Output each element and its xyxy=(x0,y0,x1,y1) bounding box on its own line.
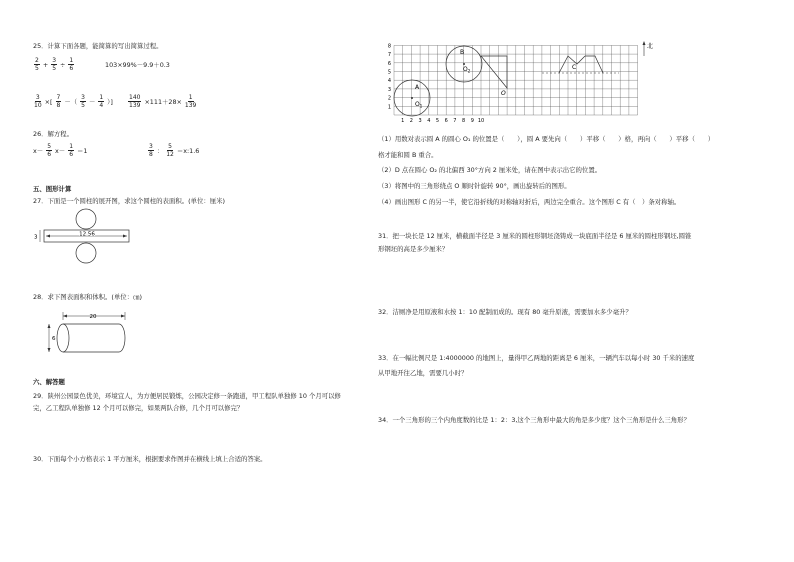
q25-expression-3: $\frac{3}{10}$ ×[ $\frac{7}{8}$ －（ $\frac{3}{5}$ － $\frac{1}{4}$ ）] xyxy=(34,94,113,109)
height-label: 3 xyxy=(34,234,38,241)
length-label: 12.56 xyxy=(79,231,95,238)
q30-1-line-1: （1）用数对表示圆 A 的圆心 O₁ 的位置是（ ），圆 A 要先向（ ）平移（ ）格，再向（ ）平移（ ） xyxy=(378,135,715,143)
arrow-right-icon xyxy=(121,315,125,318)
y-tick-label: 3 xyxy=(387,86,391,93)
fraction: $\frac{5}{6}$ xyxy=(47,143,52,158)
diameter-label: 6 xyxy=(52,336,56,342)
x-tick-label: 6 xyxy=(444,118,448,124)
x-tick-label: 10 xyxy=(477,118,485,124)
label-o: O xyxy=(501,90,506,97)
y-tick-label: 1 xyxy=(387,104,391,111)
north-label: 北 xyxy=(647,43,654,50)
coordinate-grid-figure xyxy=(375,38,660,126)
section-6-heading: 六、解答题 xyxy=(33,378,65,386)
q33-line-2: 从甲地开往乙地，需要几小时？ xyxy=(378,369,468,377)
q29-line-2: 完，乙工程队单独修 12 个月可以修完，如果两队合修，几个月可以修完？ xyxy=(33,404,244,412)
y-tick-label: 6 xyxy=(387,60,391,67)
x-tick-labels xyxy=(401,118,484,124)
fraction: $\frac{3}{5}$ xyxy=(52,57,57,72)
left-end-ellipse xyxy=(57,324,69,352)
fraction: $\frac{5}{12}$ xyxy=(166,143,174,158)
q28-title: 28．求下图表面积和体积。(单位：㎝) xyxy=(33,293,142,301)
fraction: $\frac{3}{5}$ xyxy=(81,94,85,109)
y-tick-label: 4 xyxy=(387,78,391,85)
q29-line-1: 29．陕州公园景色优美，环境宜人，为方便居民锻炼，公园决定修一条跑道，甲工程队单独修 10 个月可以修 xyxy=(33,392,341,400)
q34: 34．一个三角形的三个内角度数的比是 1：2：3,这个三角形中最大的角是多少度？这个三角形是什么三角形？ xyxy=(378,416,690,424)
fraction: $\frac{2}{5}$ xyxy=(35,57,39,72)
arrow-right-icon xyxy=(123,235,127,238)
section-5-heading: 五、图形计算 xyxy=(33,185,72,193)
arrow-down-icon xyxy=(48,348,51,352)
x-tick-label: 1 xyxy=(401,118,405,124)
x-tick-label: 8 xyxy=(462,118,466,124)
y-tick-label: 8 xyxy=(387,43,391,50)
fraction: $\frac{7}{8}$ xyxy=(56,94,61,109)
arrow-up-icon xyxy=(48,324,51,328)
label-b: B xyxy=(460,49,465,56)
bottom-circle xyxy=(76,243,96,263)
x-tick-label: 9 xyxy=(470,118,474,124)
label-o2: $O_2$ xyxy=(463,66,471,74)
label-c: C xyxy=(572,64,577,71)
arrow-left-icon xyxy=(63,315,67,318)
q26-equation-1: x－ $\frac{5}{6}$ x－ $\frac{1}{6}$ ＝1 xyxy=(33,143,88,158)
center-o1 xyxy=(411,97,413,99)
y-tick-label: 5 xyxy=(387,69,391,76)
grid-lines xyxy=(394,45,638,115)
fraction: $\frac{3}{10}$ xyxy=(34,94,42,109)
label-o1: $O_1$ xyxy=(415,101,423,109)
q31-line-2: 形钢坯的高是多少厘米？ xyxy=(378,245,449,253)
fraction: $\frac{3}{8}$ xyxy=(149,143,153,158)
top-circle xyxy=(76,209,96,229)
q33-line-1: 33．在一幅比例尺是 1:4000000 的地图上，量得甲乙两地的距离是 6 厘米，一辆汽车以每小时 30 千米的速度 xyxy=(378,354,695,362)
center-o2 xyxy=(463,63,465,65)
fraction: $\frac{1}{6}$ xyxy=(69,143,74,158)
fraction: $\frac{140}{139}$ xyxy=(129,94,141,109)
y-tick-label: 7 xyxy=(387,52,391,59)
q30-1-line-2: 格才能和圆 B 重合。 xyxy=(378,151,438,159)
x-tick-label: 4 xyxy=(427,118,431,124)
q30-3: （3）将图中的三角形绕点 O 顺时针旋转 90°，画出旋转后的图形。 xyxy=(378,182,571,190)
q31-line-1: 31．把一块长是 12 厘米，横截面半径是 3 厘米的圆柱形钢坯浇铸成一块底面半径是 6 厘米的圆柱形钢坯,圆锥 xyxy=(378,232,692,240)
length-label: 20 xyxy=(89,314,97,320)
q25-expression-4: $\frac{140}{139}$ ×111＋28× $\frac{1}{139}$ xyxy=(129,94,197,109)
cylinder-net-figure xyxy=(33,208,143,274)
q30-2: （2）D 点在圆心 O₂ 的北偏西 30°方向 2 厘米处，请在图中表示出它的位置。 xyxy=(378,166,602,174)
horizontal-cylinder-figure xyxy=(33,306,133,356)
fraction: $\frac{1}{139}$ xyxy=(184,94,197,109)
fraction: $\frac{1}{4}$ xyxy=(99,94,104,109)
y-tick-labels xyxy=(388,43,391,110)
cylinder-body xyxy=(63,324,125,352)
x-tick-label: 2 xyxy=(409,118,413,124)
label-a: A xyxy=(415,84,420,91)
north-arrow-icon xyxy=(643,41,646,45)
x-tick-label: 7 xyxy=(453,118,457,124)
x-tick-label: 5 xyxy=(435,118,440,124)
q30-4: （4）画出图形 C 的另一半，使它沿折线的对称轴对折后，两边完全重合。这个图形 C 有（ ）条对称轴。 xyxy=(378,198,681,206)
q26-title: 26．解方程。 xyxy=(33,130,74,138)
y-tick-label: 2 xyxy=(387,95,391,102)
triangle xyxy=(481,56,507,88)
arrow-left-icon xyxy=(46,235,50,238)
q25-title: 25．计算下面各题，能简算的写出简算过程。 xyxy=(33,42,163,50)
q27-title: 27．下面是一个圆柱的展开图，求这个圆柱的表面积。(单位：厘米) xyxy=(33,197,226,205)
q32: 32．洁厕净是用原液和水按 1：10 配制而成的。现有 80 毫升原液，需要加水多少毫升？ xyxy=(378,308,632,316)
fraction: $\frac{1}{6}$ xyxy=(69,57,74,72)
q26-equation-2: $\frac{3}{8}$ ： $\frac{5}{12}$ ＝x:1.6 xyxy=(149,143,200,158)
x-tick-label: 3 xyxy=(418,118,422,124)
q25-expression-2: 103×99%－9.9＋0.3 xyxy=(105,61,170,69)
q25-expression-1: $\frac{2}{5}$ + $\frac{3}{5}$ ÷ $\frac{1}{6}$ xyxy=(35,57,74,72)
q30-title: 30．下面每个小方格表示 1 平方厘米，根据要求作图并在横线上填上合适的答案。 xyxy=(33,455,267,463)
